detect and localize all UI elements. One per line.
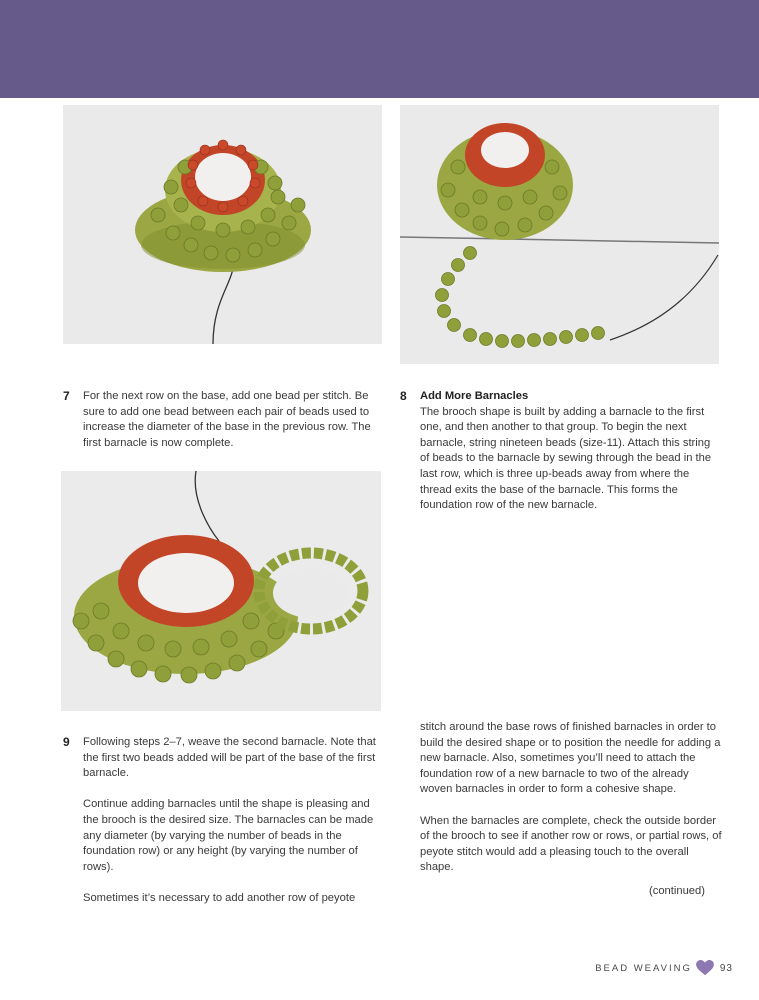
step-number: 9 [63, 735, 70, 749]
page-footer [595, 960, 733, 976]
continuation-paragraph: stitch around the base rows of finished barnacles in order to build the desired shape or to position the needle for adding a new barnacle. Also, sometimes you’ll need to attach the foundation row of a new barnacle to two of the already woven barnacles in order to form a cohesive shape. [420, 721, 721, 796]
step-text: The brooch shape is built by adding a barnacle to the first one, and then another to that group. To begin the next barnacle, string nineteen beads (size-11). Attach this string of beads to the barnacle by sewing through the bead in the last row, which is three up-beads away from where the thread exits the base of the barnacle. This forms the foundation row of the new barnacle. [420, 405, 712, 512]
continuation-paragraph: When the barnacles are complete, check the outside border of the brooch to see if another row or rows, or partial rows, of peyote stitch would add a pleasing touch to the overall shape. [420, 814, 722, 874]
step-text-paragraph: Following steps 2–7, weave the second barnacle. Note that the first two beads added will be part of the base of the first barnacle. [83, 736, 376, 780]
continued-label: (continued) [649, 885, 705, 897]
step-text-paragraph: Continue adding barnacles until the shape is pleasing and the brooch is the desired size. The barnacles can be made any diameter (by varying the number of beads in the foundation row) or any height (by varying the number of rows). [83, 798, 374, 873]
step-text-paragraph: Sometimes it’s necessary to add another row of peyote [83, 891, 356, 904]
beaded-barnacle-photo [63, 105, 382, 344]
step-8 [400, 389, 722, 514]
two-barnacles-joined-photo [61, 471, 381, 711]
joined-barnacles-illustration [61, 471, 381, 711]
step-text: For the next row on the base, add one bead per stitch. Be sure to add one bead between each pair of beads used to increase the diameter of the base in the previous row. The first barnacle is now complete. [83, 390, 371, 449]
step-title: Add More Barnacles [420, 390, 529, 402]
continuation-column [420, 720, 722, 876]
heart-icon [696, 960, 714, 976]
barnacle-illustration [63, 105, 382, 344]
beads-strung-on-thread-photo [400, 105, 719, 364]
header-band [0, 0, 759, 98]
step-9 [63, 735, 385, 907]
section-name: BEAD WEAVING [595, 962, 692, 974]
step-number: 8 [400, 389, 407, 403]
step-7 [63, 389, 384, 451]
step-number: 7 [63, 389, 70, 403]
page-number: 93 [719, 962, 733, 974]
strung-beads-illustration [400, 105, 719, 364]
